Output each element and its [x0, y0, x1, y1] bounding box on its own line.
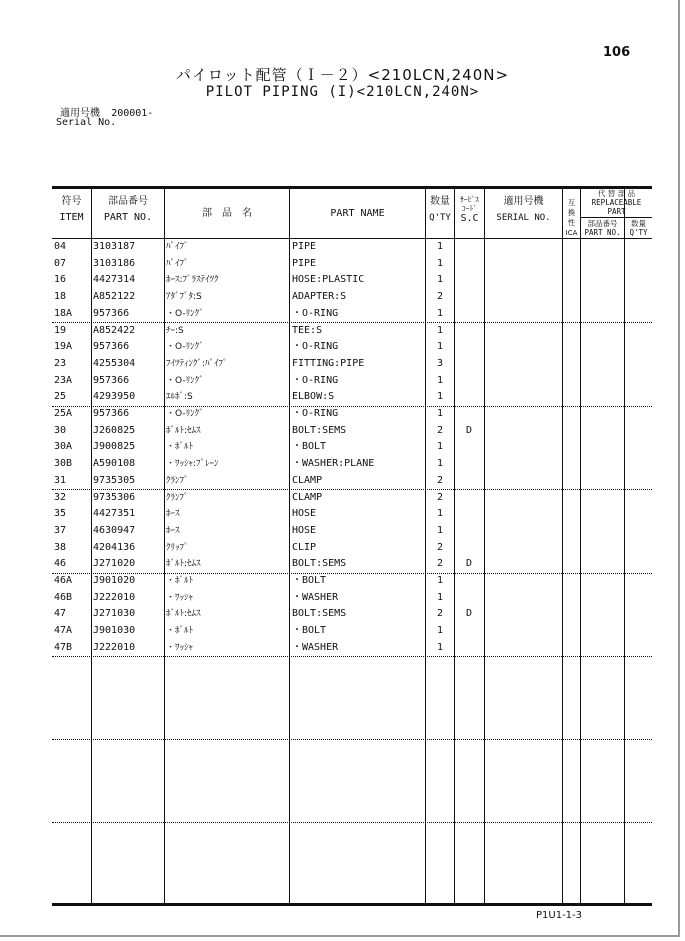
service-code: D — [465, 608, 473, 620]
part-name-jp: ・ﾎﾞﾙﾄ — [166, 576, 194, 586]
column-divider — [425, 187, 426, 905]
part-name: ・O-RING — [292, 341, 339, 353]
service-code — [455, 239, 483, 256]
header-sc-en: S.C — [460, 213, 479, 224]
part-name-jp: ・O-ﾘﾝｸﾞ — [166, 342, 204, 353]
part-number: J900825 — [93, 441, 136, 453]
part-name: ・WASHER:PLANE — [292, 458, 375, 470]
header-replaceable — [581, 189, 652, 216]
part-name: ・O-RING — [292, 307, 339, 319]
quantity: 2 — [436, 424, 444, 436]
item-code: 18A — [54, 307, 73, 319]
item-code: 30 — [54, 424, 67, 436]
service-code — [455, 540, 483, 557]
item-code: 23A — [54, 374, 73, 386]
quantity: 1 — [436, 274, 444, 286]
part-name-jp: ﾎﾞﾙﾄ:ｾﾑｽ — [166, 559, 201, 570]
item-code: 30B — [54, 458, 73, 470]
column-divider — [580, 187, 581, 905]
part-name: CLAMP — [292, 474, 323, 486]
part-name-jp: ・ﾜｯｼｬ — [166, 642, 194, 653]
part-number: J222010 — [93, 591, 136, 603]
header-ica-en: ICA — [565, 229, 578, 237]
part-name: ・WASHER — [292, 591, 339, 603]
item-code: 04 — [54, 241, 67, 252]
header-interchangeability — [563, 198, 580, 238]
service-code — [455, 590, 483, 607]
header-sc-jp-1: ｻｰﾋﾞｽ — [460, 195, 479, 204]
item-code: 31 — [54, 474, 67, 486]
part-number: 957366 — [93, 374, 130, 386]
part-name: FITTING:PIPE — [292, 357, 365, 369]
service-code — [455, 473, 483, 490]
header-repl-qty-en: Q'TY — [629, 228, 648, 237]
item-code: 19A — [54, 341, 73, 353]
serial-label-jp: 適用号機 — [60, 108, 100, 119]
service-code — [455, 640, 483, 657]
part-name: ADAPTER:S — [292, 291, 347, 303]
page-number: 106 — [603, 45, 631, 60]
header-ica-jp-2: 換 — [567, 208, 576, 217]
part-number: 4204136 — [93, 541, 136, 553]
part-name-jp: ﾁｰ:S — [166, 325, 184, 336]
service-code — [455, 306, 483, 323]
header-item-jp: 符号 — [61, 196, 82, 207]
column-divider — [164, 187, 165, 905]
quantity: 1 — [436, 458, 444, 470]
header-item — [52, 196, 91, 224]
header-ica-jp-3: 性 — [567, 218, 576, 227]
header-repl-part-jp: 部品番号 — [587, 219, 618, 228]
part-number: 957366 — [93, 341, 130, 353]
part-number: J901030 — [93, 625, 136, 637]
part-number: A852422 — [93, 324, 136, 336]
service-code — [455, 389, 483, 406]
part-number: J901020 — [93, 575, 136, 586]
part-name-jp: ・ﾜｯｼｬ — [166, 592, 194, 603]
service-code — [455, 373, 483, 390]
header-qty-en: Q'TY — [429, 213, 451, 223]
header-repl-part-no — [581, 219, 624, 237]
footer-code: P1U1-1-3 — [536, 910, 583, 921]
quantity: 2 — [436, 541, 444, 553]
item-code: 47 — [54, 608, 67, 620]
part-name-jp: ・ﾜｯｼｬ:ﾌﾟﾚｰﾝ — [166, 459, 219, 470]
part-number: 9735306 — [93, 491, 136, 503]
part-number: J260825 — [93, 424, 136, 436]
service-code — [455, 523, 483, 540]
part-name-jp: ﾎﾞﾙﾄ:ｾﾑｽ — [166, 609, 201, 620]
service-code — [455, 356, 483, 373]
part-name-jp: ｱﾀﾞﾌﾟﾀ:S — [166, 292, 202, 303]
title-english: PILOT PIPING (I)<210LCN,240N> — [205, 84, 480, 100]
part-number: 3103186 — [93, 257, 136, 269]
service-code: D — [465, 558, 473, 570]
part-name-jp: ﾎｰｽ — [166, 525, 180, 536]
header-repl-jp: 代 替 部 品 — [597, 189, 636, 198]
part-name: CLAMP — [292, 491, 323, 503]
part-name-jp: ・ﾎﾞﾙﾄ — [166, 626, 194, 637]
part-name: BOLT:SEMS — [292, 608, 347, 620]
part-name-jp: ・O-ﾘﾝｸﾞ — [166, 308, 204, 319]
item-code: 30A — [54, 441, 73, 453]
serial-label-en: Serial No. — [56, 117, 117, 128]
quantity: 1 — [436, 341, 444, 353]
part-name: HOSE — [292, 508, 317, 520]
part-number: 957366 — [93, 408, 130, 419]
part-name: HOSE:PLASTIC — [292, 274, 365, 286]
serial-value: 200001- — [111, 108, 154, 119]
part-name-jp: ｴﾙﾎﾞ:S — [166, 392, 193, 403]
quantity: 1 — [436, 391, 444, 403]
service-code — [455, 439, 483, 456]
header-serial — [485, 196, 562, 224]
header-part-name: PART NAME — [330, 208, 385, 219]
part-name: ・O-RING — [292, 374, 339, 386]
item-code: 37 — [54, 524, 67, 536]
header-part-en: PART NO. — [103, 212, 153, 223]
item-code: 38 — [54, 541, 67, 553]
header-serial-en: SERIAL NO. — [496, 213, 551, 223]
quantity: 1 — [436, 625, 444, 637]
item-code: 25A — [54, 408, 73, 419]
service-code — [455, 323, 483, 340]
part-number: J222010 — [93, 641, 136, 653]
header-repl-en-1: REPLACEABLE — [591, 198, 642, 207]
part-name: ・BOLT — [292, 441, 327, 453]
quantity: 2 — [436, 474, 444, 486]
part-number: 9735305 — [93, 474, 136, 486]
part-number: 4255304 — [93, 357, 136, 369]
part-name-jp: ﾎｰｽ — [166, 509, 180, 520]
part-name-jp: ﾌｲﾂﾃｨﾝｸﾞ:ﾊﾟｲﾌﾟ — [166, 358, 228, 369]
part-name: HOSE — [292, 524, 317, 536]
quantity: 1 — [436, 641, 444, 653]
quantity: 1 — [436, 307, 444, 319]
header-service-code — [455, 195, 484, 225]
item-code: 35 — [54, 508, 67, 520]
part-name-jp: ﾎｰｽ:ﾌﾟﾗｽﾃｲﾂｸ — [166, 275, 219, 286]
quantity: 2 — [436, 491, 444, 503]
quantity: 1 — [436, 441, 444, 453]
part-name-jp: ・O-ﾘﾝｸﾞ — [166, 409, 204, 419]
header-name-jp: 部 品 名 — [202, 208, 252, 219]
part-name: PIPE — [292, 257, 317, 269]
quantity: 1 — [436, 324, 444, 336]
header-part-no — [92, 196, 164, 224]
quantity: 1 — [436, 241, 444, 252]
item-code: 47B — [54, 641, 73, 653]
item-code: 19 — [54, 324, 67, 336]
part-name: PIPE — [292, 241, 317, 252]
service-code — [455, 272, 483, 289]
header-repl-qty-jp: 数量 — [631, 219, 646, 228]
item-code: 47A — [54, 625, 73, 637]
service-code — [455, 623, 483, 640]
part-name-jp: ｸﾗﾝﾌﾟ — [166, 475, 189, 486]
header-qty-jp: 数量 — [430, 196, 450, 207]
title-japanese: パイロット配管（Ｉ－２）<210LCN,240N> — [175, 66, 510, 84]
header-item-en: ITEM — [59, 212, 84, 223]
service-code — [455, 406, 483, 423]
item-code: 46 — [54, 558, 67, 570]
header-repl-en-2: PART — [607, 207, 626, 216]
part-name: ・BOLT — [292, 575, 327, 586]
quantity: 1 — [436, 575, 444, 586]
quantity: 1 — [436, 408, 444, 419]
item-code: 16 — [54, 274, 67, 286]
service-code — [455, 339, 483, 356]
service-code — [455, 490, 483, 507]
part-number: 4630947 — [93, 524, 136, 536]
part-name-jp: ﾊﾟｲﾌﾟ — [166, 242, 189, 252]
quantity: 1 — [436, 524, 444, 536]
part-number: 3103187 — [93, 241, 136, 252]
part-number: 4427314 — [93, 274, 136, 286]
part-name: ・O-RING — [292, 408, 339, 419]
item-code: 18 — [54, 291, 67, 303]
part-name: BOLT:SEMS — [292, 424, 347, 436]
part-name-jp: ｸﾗﾝﾌﾟ — [166, 492, 189, 503]
part-name: ELBOW:S — [292, 391, 335, 403]
item-code: 46A — [54, 575, 73, 586]
service-code — [455, 256, 483, 273]
column-divider — [624, 187, 625, 905]
quantity: 1 — [436, 591, 444, 603]
item-code: 25 — [54, 391, 67, 403]
part-name: CLIP — [292, 541, 317, 553]
item-code: 23 — [54, 357, 67, 369]
header-repl-part-en: PART NO. — [584, 228, 621, 237]
header-part-jp: 部品番号 — [108, 196, 148, 207]
part-number: 957366 — [93, 307, 130, 319]
service-code — [455, 456, 483, 473]
service-code — [455, 289, 483, 306]
part-number: J271030 — [93, 608, 136, 620]
quantity: 2 — [436, 291, 444, 303]
quantity: 3 — [436, 357, 444, 369]
quantity: 1 — [436, 257, 444, 269]
part-name-jp: ﾊﾟｲﾌﾟ — [166, 258, 189, 269]
part-name-jp: ｸﾘｯﾌﾟ — [166, 542, 189, 553]
replaceable-subheader-line — [580, 217, 652, 218]
item-code: 32 — [54, 491, 67, 503]
part-number: 4427351 — [93, 508, 136, 520]
part-name-jp: ﾎﾞﾙﾄ:ｾﾑｽ — [166, 425, 201, 436]
header-qty — [426, 196, 454, 224]
quantity: 1 — [436, 508, 444, 520]
header-repl-qty — [625, 219, 652, 237]
part-name-jp: ・O-ﾘﾝｸﾞ — [166, 375, 204, 386]
service-code: D — [465, 424, 473, 436]
column-divider — [484, 187, 485, 905]
item-code: 07 — [54, 257, 67, 269]
part-number: A852122 — [93, 291, 136, 303]
service-code — [455, 573, 483, 590]
quantity: 1 — [436, 374, 444, 386]
service-code — [455, 506, 483, 523]
quantity: 2 — [436, 608, 444, 620]
column-divider — [289, 187, 290, 905]
header-serial-jp: 適用号機 — [503, 196, 544, 207]
item-code: 46B — [54, 591, 73, 603]
header-ica-jp-1: 互 — [567, 198, 576, 207]
part-number: A590108 — [93, 458, 136, 470]
part-number: 4293950 — [93, 391, 136, 403]
header-sc-jp-2: ｺｰﾄﾞ — [462, 204, 477, 213]
column-divider — [562, 187, 563, 905]
part-name: TEE:S — [292, 324, 323, 336]
part-name: ・WASHER — [292, 641, 339, 653]
part-name: ・BOLT — [292, 625, 327, 637]
part-name-jp: ・ﾎﾞﾙﾄ — [166, 442, 194, 453]
quantity: 2 — [436, 558, 444, 570]
part-number: J271020 — [93, 558, 136, 570]
part-name: BOLT:SEMS — [292, 558, 347, 570]
